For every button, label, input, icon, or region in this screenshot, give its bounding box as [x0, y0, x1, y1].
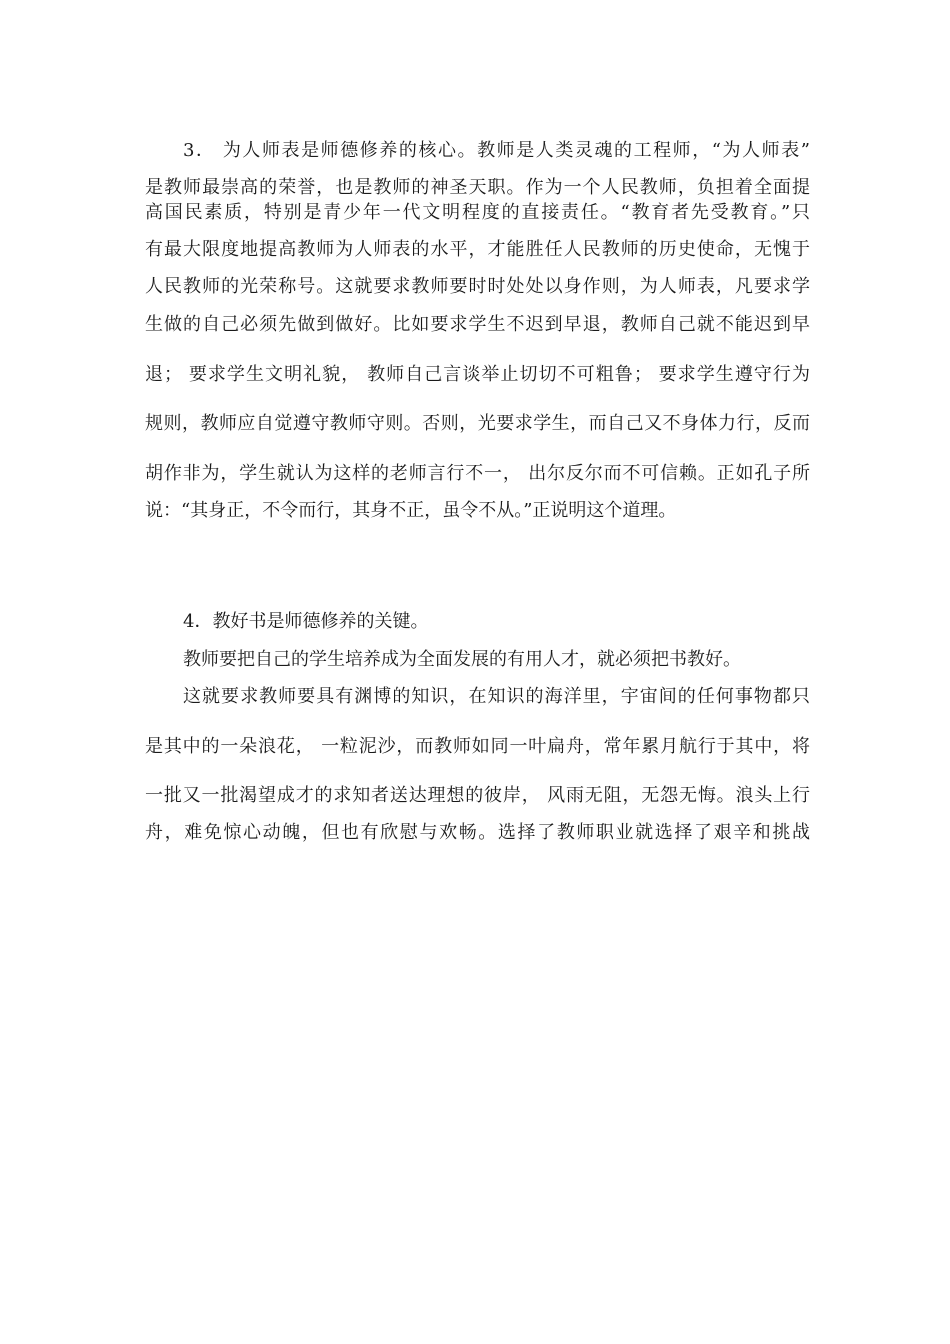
text-line: 是其中的一朵浪花， 一粒泥沙，而教师如同一叶扁舟，常年累月航行于其中，将 [145, 736, 810, 757]
text-line: 生做的自己必须先做到做好。比如要求学生不迟到早退，教师自己就不能迟到早 [145, 314, 810, 335]
text-line: 胡作非为，学生就认为这样的老师言行不一， 出尔反尔而不可信赖。正如孔子所 [145, 463, 810, 484]
text-line: 退； 要求学生文明礼貌， 教师自己言谈举止切切不可粗鲁； 要求学生遵守行为 [145, 364, 810, 385]
text-line: 教师要把自己的学生培养成为全面发展的有用人才，就必须把书教好。 [183, 649, 741, 670]
text-line: 有最大限度地提高教师为人师表的水平，才能胜任人民教师的历史使命，无愧于 [145, 239, 810, 260]
text-line: 舟，难免惊心动魄，但也有欣慰与欢畅。选择了教师职业就选择了艰辛和挑战 [145, 822, 810, 843]
text-line: 一批又一批渴望成才的求知者送达理想的彼岸， 风雨无阻，无怨无悔。浪头上行 [145, 785, 810, 806]
text-line: 3． 为人师表是师德修养的核心。教师是人类灵魂的工程师，“为人师表” [183, 140, 810, 161]
text-line: 是教师最崇高的荣誉，也是教师的神圣天职。作为一个人民教师，负担着全面提 [145, 177, 810, 198]
text-line: 高国民素质，特别是青少年一代文明程度的直接责任。“教育者先受教育。”只 [145, 202, 810, 223]
section-heading: 4．教好书是师德修养的关键。 [183, 611, 429, 632]
text-line: 人民教师的光荣称号。这就要求教师要时时处处以身作则，为人师表，凡要求学 [145, 276, 810, 297]
text-line: 规则，教师应自觉遵守教师守则。否则，光要求学生，而自己又不身体力行，反而 [145, 413, 810, 434]
text-line: 说：“其身正，不令而行，其身不正，虽令不从。”正说明这个道理。 [145, 500, 677, 521]
text-line: 这就要求教师要具有渊博的知识，在知识的海洋里，宇宙间的任何事物都只 [183, 686, 810, 707]
